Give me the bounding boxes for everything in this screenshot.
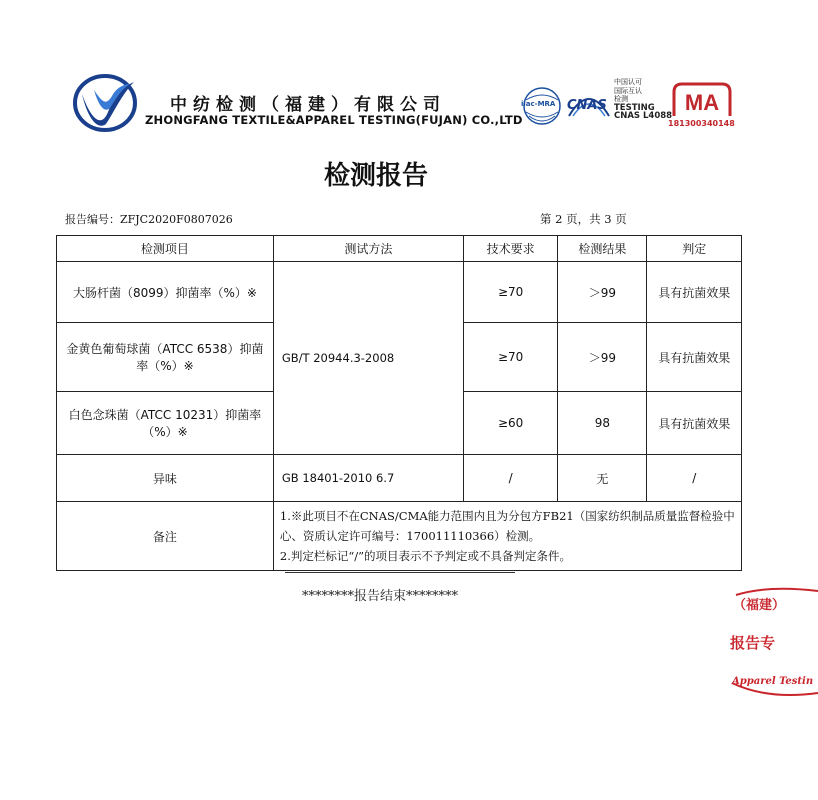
report-number: 报告编号：ZFJC2020F0807026 [65, 213, 233, 226]
report-table [56, 235, 742, 571]
ma-number: 181300340148 [668, 119, 735, 128]
remark-line: 1.※此项目不在CNAS/CMA能力范围内且为分包方FB21（国家纺织制品质量监督检验中心、资质认定许可编号：170011110366）检测。 [279, 509, 735, 543]
table-header-row [57, 236, 742, 262]
column-header-requirement: 技术要求 [463, 236, 557, 262]
requirement-cell: ≥70 [463, 323, 557, 392]
result-cell: 无 [558, 455, 647, 502]
item-cell: 白色念珠菌（ATCC 10231）抑菌率（%）※ [57, 392, 274, 455]
report-title: 检测报告 [323, 161, 428, 191]
table-row [57, 455, 742, 502]
cnas-info-line: 国际互认 [614, 86, 642, 95]
item-cell: 金黄色葡萄球菌（ATCC 6538）抑菌率（%）※ [57, 323, 274, 392]
column-header-result: 检测结果 [558, 236, 647, 262]
cnas-info-line: TESTING [614, 102, 655, 113]
company-name-cn: 中纺检测（福建）有限公司 [170, 95, 446, 115]
remarks-row [57, 502, 742, 571]
judgement-cell: 具有抗菌效果 [647, 262, 742, 323]
cma-logo-icon [668, 82, 736, 118]
ilac-mark: ilac-MRA [521, 100, 556, 108]
cnas-info-line: CNAS L4088 [614, 111, 673, 121]
seal-text-2: 报告专 [730, 634, 776, 652]
column-header-judgement: 判定 [647, 236, 742, 262]
judgement-cell: / [647, 455, 742, 502]
remarks-label: 备注 [57, 502, 274, 571]
end-divider [285, 572, 515, 573]
seal-text-1: （福建） [733, 598, 786, 613]
column-header-item: 检测项目 [57, 236, 274, 262]
method-cell: GB 18401-2010 6.7 [273, 455, 463, 502]
judgement-cell: 具有抗菌效果 [647, 323, 742, 392]
report-end-text: ********报告结束******** [302, 589, 459, 604]
company-logo-icon [72, 72, 138, 134]
ma-mark: MA [684, 90, 720, 115]
column-header-method: 测试方法 [273, 236, 463, 262]
result-cell: ＞99 [558, 262, 647, 323]
item-cell: 大肠杆菌（8099）抑菌率（%）※ [57, 262, 274, 323]
result-cell: 98 [558, 392, 647, 455]
seal-text-3: Apparel Testin [732, 676, 814, 687]
page-number: 第 2 页，共 3 页 [540, 212, 627, 226]
cnas-info-line: 检测 [614, 95, 628, 103]
remarks-text [273, 502, 741, 571]
company-name-en: ZHONGFANG TEXTILE&APPAREL TESTING(FUJAN) CO.,LTD [145, 113, 523, 127]
table-row [57, 262, 742, 323]
cnas-info [614, 78, 672, 121]
cnas-mark: CNAS [567, 98, 607, 113]
item-cell: 异味 [57, 455, 274, 502]
cnas-info-line: 中国认可 [614, 78, 642, 86]
requirement-cell: ≥70 [463, 262, 557, 323]
method-cell: GB/T 20944.3-2008 [273, 262, 463, 455]
requirement-cell: / [463, 455, 557, 502]
requirement-cell: ≥60 [463, 392, 557, 455]
judgement-cell: 具有抗菌效果 [647, 392, 742, 455]
result-cell: ＞99 [558, 323, 647, 392]
remark-line: 2.判定栏标记“/”的项目表示不予判定或不具备判定条件。 [279, 549, 571, 563]
